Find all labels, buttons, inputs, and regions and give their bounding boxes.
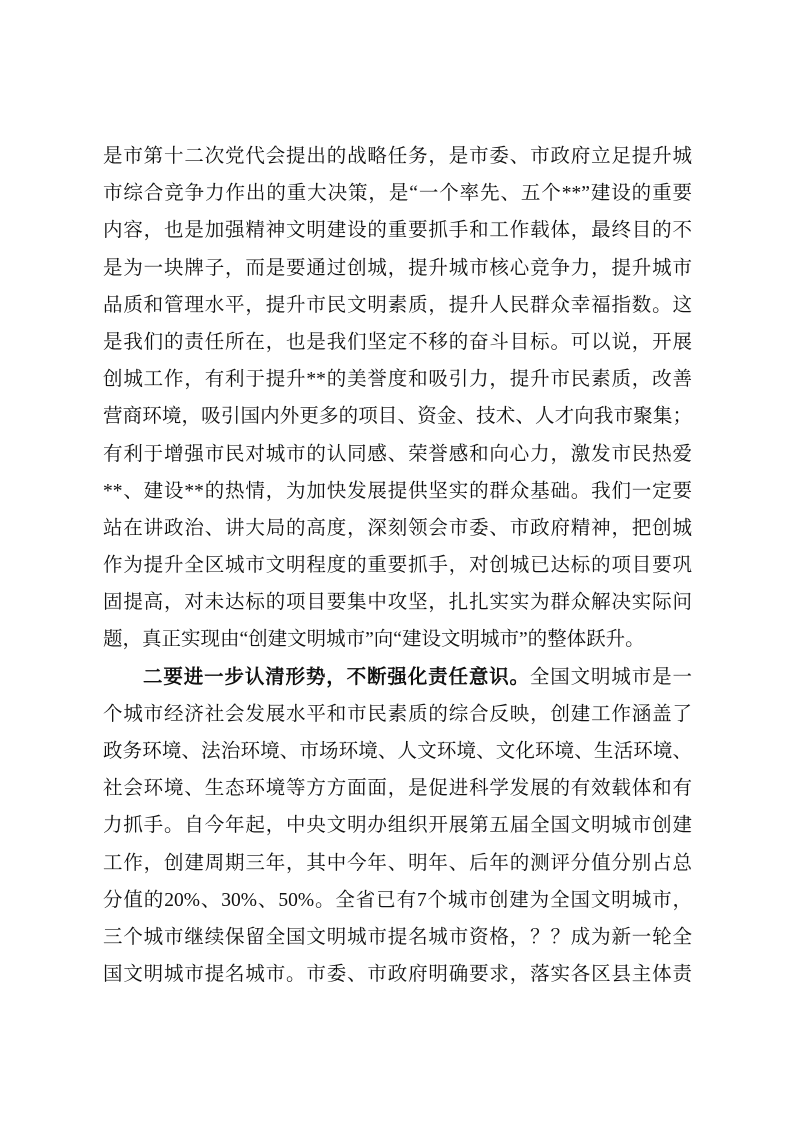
text-line: 市综合竞争力作出的重大决策，是“一个率先、五个**”建设的重要 (103, 183, 692, 205)
text-line-first (103, 659, 692, 696)
paragraph-2 (103, 659, 692, 994)
text-line: 固提高，对未达标的项目要集中攻坚，扎扎实实为群众解决实际问 (103, 592, 692, 614)
text-line: 个城市经济社会发展水平和市民素质的综合反映，创建工作涵盖了 (103, 703, 692, 725)
text-line: 国文明城市提名城市。市委、市政府明确要求，落实各区县主体责 (103, 964, 692, 986)
body-text (103, 138, 692, 993)
text-line-paragraph-end: 题，真正实现由“创建文明城市”向“建设文明城市”的整体跃升。 (103, 629, 645, 651)
text-line: 社会环境、生态环境等方方面面，是促进科学发展的有效载体和有 (103, 778, 692, 800)
text-line: 创城工作，有利于提升**的美誉度和吸引力，提升市民素质，改善 (103, 369, 692, 391)
text-line: 品质和管理水平，提升市民文明素质，提升人民群众幸福指数。这 (103, 294, 692, 316)
text-line: 三个城市继续保留全国文明城市提名城市资格，？？成为新一轮全 (103, 926, 692, 948)
text-line: 内容，也是加强精神文明建设的重要抓手和工作载体，最终目的不 (103, 220, 692, 242)
text-line: 工作，创建周期三年，其中今年、明年、后年的测评分值分别占总 (103, 852, 692, 874)
text-line: 有利于增强市民对城市的认同感、荣誉感和向心力，激发市民热爱 (103, 443, 692, 465)
text-line: 营商环境，吸引国内外更多的项目、资金、技术、人才向我市聚集； (103, 406, 692, 428)
text-line: 是为一块牌子，而是要通过创城，提升城市核心竞争力，提升城市 (103, 257, 692, 279)
text-line: **、建设**的热情，为加快发展提供坚实的群众基础。我们一定要 (103, 480, 692, 502)
text-line: 站在讲政治、讲大局的高度，深刻领会市委、市政府精神，把创城 (103, 517, 692, 539)
text-run: 全国文明城市是一 (529, 666, 692, 688)
text-line: 作为提升全区城市文明程度的重要抓手，对创城已达标的项目要巩 (103, 555, 692, 577)
paragraph-1 (103, 138, 692, 659)
section-heading-bold: 二要进一步认清形势，不断强化责任意识。 (143, 666, 530, 688)
text-line: 力抓手。自今年起，中央文明办组织开展第五届全国文明城市创建 (103, 815, 692, 837)
text-line: 是市第十二次党代会提出的战略任务，是市委、市政府立足提升城 (103, 146, 692, 167)
text-line: 政务环境、法治环境、市场环境、人文环境、文化环境、生活环境、 (103, 741, 692, 762)
text-line: 是我们的责任所在，也是我们坚定不移的奋斗目标。可以说，开展 (103, 331, 692, 353)
text-line: 分值的20%、30%、50%。全省已有7个城市创建为全国文明城市， (103, 889, 692, 911)
